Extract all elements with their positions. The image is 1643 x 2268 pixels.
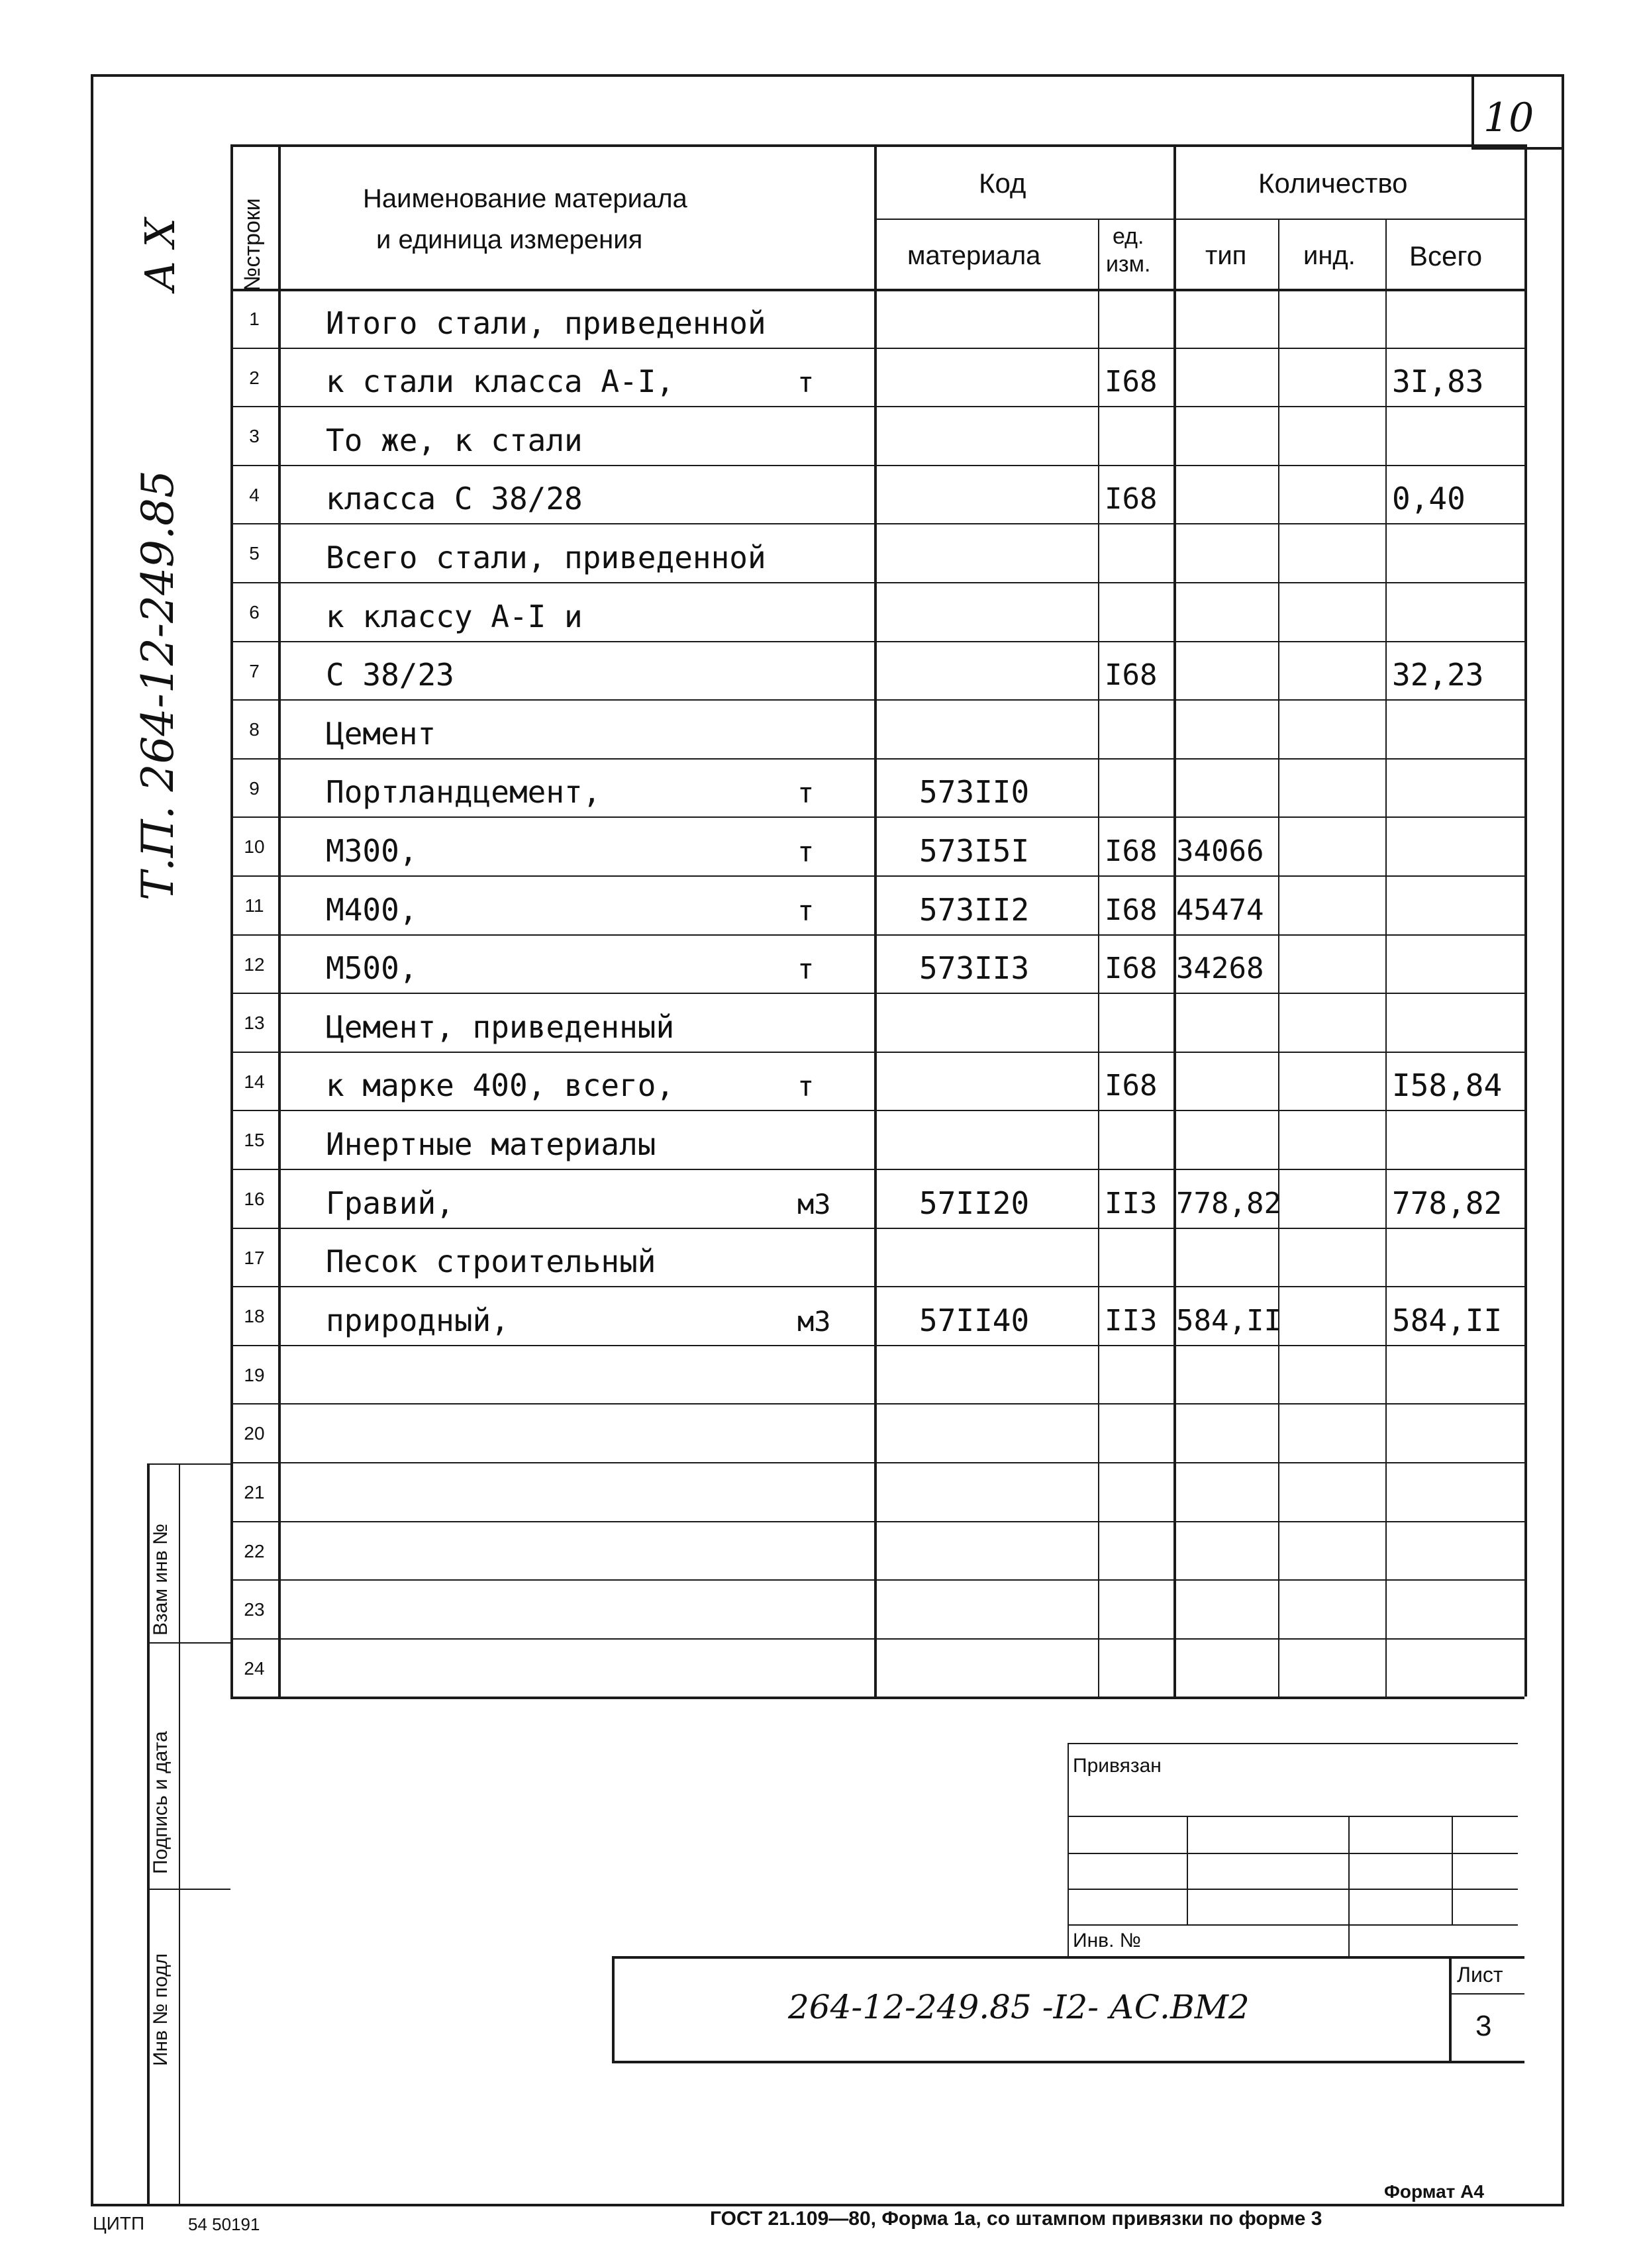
row-unit-code: I68 bbox=[1105, 893, 1158, 927]
table-row-line bbox=[230, 348, 1524, 349]
header-qty-ind: инд. bbox=[1303, 241, 1356, 270]
table-row-line bbox=[230, 816, 1524, 818]
row-unit: т bbox=[797, 777, 815, 810]
header-row-number: №строки bbox=[240, 198, 265, 291]
header-code-material: материала bbox=[907, 241, 1041, 270]
table-row-line bbox=[230, 406, 1524, 407]
header-bottom-border bbox=[230, 289, 1524, 291]
table-row-line bbox=[230, 641, 1524, 642]
table-col-border bbox=[1385, 219, 1387, 1697]
title-block-sheet-line bbox=[1449, 1993, 1524, 1995]
row-unit: т bbox=[797, 894, 815, 927]
header-qty-type: тип bbox=[1205, 241, 1247, 270]
row-number: 8 bbox=[249, 719, 260, 740]
table-row-line bbox=[230, 993, 1524, 994]
table-row-line bbox=[230, 875, 1524, 877]
table-row-line bbox=[230, 1228, 1524, 1229]
table-row-line bbox=[230, 1345, 1524, 1346]
row-unit-code: I68 bbox=[1105, 365, 1158, 399]
stamp-line-2 bbox=[1068, 1853, 1518, 1854]
header-name-line2: и единица измерения bbox=[376, 225, 643, 254]
row-unit-code: I68 bbox=[1105, 482, 1158, 517]
row-number: 23 bbox=[244, 1599, 265, 1620]
stamp-col-2 bbox=[1348, 1816, 1350, 1956]
margin-col-inner bbox=[179, 1463, 180, 2206]
row-unit-code: I68 bbox=[1105, 658, 1158, 693]
row-name: Цемент bbox=[326, 715, 436, 752]
row-name: к классу А-I и bbox=[326, 598, 583, 634]
row-name: природный, bbox=[326, 1302, 509, 1338]
stamp-inv-label: Инв. № bbox=[1073, 1930, 1141, 1951]
row-unit: т bbox=[797, 836, 815, 868]
table-row-line bbox=[230, 1169, 1524, 1170]
margin-sep-1 bbox=[147, 1463, 230, 1465]
header-code-unit-2: изм. bbox=[1106, 252, 1151, 277]
table-col-border bbox=[278, 144, 281, 1697]
title-sheet-number: 3 bbox=[1475, 2010, 1492, 2042]
footer-org: ЦИТП bbox=[93, 2213, 145, 2234]
row-number: 11 bbox=[244, 895, 264, 916]
table-row-line bbox=[230, 1638, 1524, 1640]
row-unit-code: I68 bbox=[1105, 1069, 1158, 1103]
row-number: 19 bbox=[244, 1364, 265, 1385]
row-number: 15 bbox=[244, 1130, 265, 1151]
row-qty-total: 3I,83 bbox=[1392, 364, 1484, 400]
label-vzam-inv: Взам инв № bbox=[150, 1523, 172, 1636]
row-name: Инертные материалы bbox=[326, 1126, 656, 1162]
margin-sep-3 bbox=[147, 1889, 230, 1890]
row-number: 5 bbox=[249, 543, 260, 564]
table-col-border bbox=[1278, 219, 1279, 1697]
table-bottom-border bbox=[230, 1697, 1524, 1699]
row-unit-code: II3 bbox=[1105, 1186, 1158, 1220]
title-block-left bbox=[612, 1956, 615, 2062]
table-row-line bbox=[230, 523, 1524, 524]
row-number: 10 bbox=[244, 836, 265, 858]
row-unit-code: I68 bbox=[1105, 952, 1158, 986]
row-qty-type: 34066 bbox=[1176, 834, 1264, 868]
row-unit: т bbox=[797, 953, 815, 986]
row-qty-type: 45474 bbox=[1176, 893, 1264, 927]
table-row-line bbox=[230, 1579, 1524, 1581]
header-qty-total: Всего bbox=[1409, 240, 1483, 271]
page-frame bbox=[91, 74, 1564, 2206]
row-name: Цемент, приведенный bbox=[326, 1009, 675, 1045]
row-name: Гравий, bbox=[326, 1185, 454, 1221]
margin-sep-2 bbox=[147, 1642, 230, 1644]
stamp-line-4 bbox=[1068, 1924, 1518, 1926]
table-row-line bbox=[230, 1403, 1524, 1405]
table-row-line bbox=[230, 758, 1524, 760]
table-row-line bbox=[230, 1110, 1524, 1111]
table-row-line bbox=[230, 465, 1524, 466]
corner-box-left bbox=[1471, 74, 1474, 148]
table-row-line bbox=[230, 1462, 1524, 1463]
row-name: Всего стали, приведенной bbox=[326, 540, 766, 575]
row-unit-code: I68 bbox=[1105, 834, 1158, 868]
row-name: Портландцемент, bbox=[326, 774, 601, 811]
row-qty-total: 0,40 bbox=[1392, 481, 1466, 517]
table-row-line bbox=[230, 582, 1524, 583]
label-inv-podl: Инв № подл bbox=[150, 1953, 172, 2066]
row-number: 9 bbox=[249, 777, 260, 799]
table-col-border bbox=[874, 144, 877, 1697]
row-unit: м3 bbox=[797, 1305, 831, 1338]
row-qty-type: 778,82 bbox=[1176, 1186, 1281, 1220]
stamp-line-1 bbox=[1068, 1816, 1518, 1817]
row-number: 7 bbox=[249, 660, 260, 681]
stamp-top bbox=[1068, 1743, 1518, 1744]
row-number: 22 bbox=[244, 1540, 265, 1561]
header-code-unit-1: ед. bbox=[1113, 224, 1144, 249]
row-number: 12 bbox=[244, 954, 265, 975]
row-qty-total: 584,II bbox=[1392, 1302, 1503, 1338]
row-qty-type: 34268 bbox=[1176, 952, 1264, 986]
row-number: 18 bbox=[244, 1306, 265, 1327]
row-name: То же, к стали bbox=[326, 422, 583, 458]
row-name: М300, bbox=[326, 833, 418, 869]
row-number: 13 bbox=[244, 1012, 265, 1034]
side-doc-code: Т.П. 264-12-249.85 bbox=[132, 469, 183, 901]
row-qty-type: 584,II bbox=[1176, 1303, 1281, 1338]
row-qty-total: I58,84 bbox=[1392, 1067, 1503, 1104]
stamp-col-3 bbox=[1452, 1816, 1453, 1924]
row-number: 20 bbox=[244, 1423, 265, 1444]
label-podpis-data: Подпись и дата bbox=[150, 1731, 172, 1874]
corner-box-bottom bbox=[1471, 147, 1564, 150]
row-number: 16 bbox=[244, 1189, 265, 1209]
table-row-line bbox=[230, 1286, 1524, 1287]
table-row-line bbox=[230, 1052, 1524, 1053]
header-quantity: Количество bbox=[1258, 168, 1408, 199]
header-name-line1: Наименование материала bbox=[363, 184, 687, 213]
row-code: 573II2 bbox=[919, 891, 1030, 928]
header-sub-line bbox=[874, 219, 1524, 220]
footer-order: 54 50191 bbox=[188, 2214, 260, 2234]
row-number: 6 bbox=[249, 602, 260, 622]
row-unit: т bbox=[797, 1070, 815, 1103]
table-col-border bbox=[1098, 219, 1099, 1697]
footer-gost: ГОСТ 21.109—80, Форма 1а, со штампом привязки по форме 3 bbox=[710, 2208, 1322, 2230]
row-code: 57II20 bbox=[919, 1185, 1030, 1221]
title-sheet-label: Лист bbox=[1457, 1963, 1503, 1987]
stamp-line-3 bbox=[1068, 1889, 1518, 1890]
row-number: 17 bbox=[244, 1247, 265, 1268]
footer-format: Формат А4 bbox=[1384, 2181, 1484, 2202]
row-qty-total: 778,82 bbox=[1392, 1185, 1503, 1221]
row-number: 4 bbox=[249, 484, 260, 505]
row-name: класса С 38/28 bbox=[326, 481, 583, 517]
header-code: Код bbox=[979, 168, 1026, 199]
row-name: к стали класса А-I, bbox=[326, 364, 675, 400]
row-code: 57II40 bbox=[919, 1302, 1030, 1338]
row-code: 573II3 bbox=[919, 950, 1030, 987]
row-number: 14 bbox=[244, 1071, 265, 1092]
table-row-line bbox=[230, 934, 1524, 936]
row-name: С 38/23 bbox=[326, 657, 454, 693]
row-unit: м3 bbox=[797, 1187, 831, 1220]
row-qty-total: 32,23 bbox=[1392, 657, 1484, 693]
row-code: 573II0 bbox=[919, 774, 1030, 811]
title-doc-number: 264-12-249.85 -I2- АС.ВМ2 bbox=[788, 1988, 1250, 2026]
row-code: 573I5I bbox=[919, 833, 1030, 869]
title-block-top bbox=[612, 1956, 1524, 1959]
table-row-line bbox=[230, 699, 1524, 701]
stamp-title: Привязан bbox=[1073, 1755, 1162, 1777]
row-number: 24 bbox=[244, 1657, 265, 1679]
row-name: М400, bbox=[326, 891, 418, 928]
table-top-border bbox=[230, 144, 1524, 147]
side-album: А X bbox=[136, 218, 184, 291]
sheet-corner-number: 10 bbox=[1483, 95, 1534, 141]
table-col-border bbox=[230, 144, 233, 1697]
title-block-sheet-sep bbox=[1449, 1956, 1452, 2062]
row-number: 3 bbox=[249, 426, 260, 447]
row-unit: т bbox=[797, 366, 815, 399]
table-col-border bbox=[1524, 144, 1527, 1697]
row-number: 1 bbox=[249, 309, 260, 329]
row-name: Итого стали, приведенной bbox=[326, 305, 766, 341]
row-unit-code: II3 bbox=[1105, 1303, 1158, 1338]
row-name: М500, bbox=[326, 950, 418, 987]
row-name: к марке 400, всего, bbox=[326, 1067, 675, 1104]
title-block-bottom bbox=[612, 2061, 1524, 2063]
table-row-line bbox=[230, 1521, 1524, 1522]
stamp-col-1 bbox=[1187, 1816, 1188, 1924]
row-name: Песок строительный bbox=[326, 1244, 656, 1280]
row-number: 21 bbox=[244, 1482, 265, 1503]
row-number: 2 bbox=[249, 367, 260, 388]
